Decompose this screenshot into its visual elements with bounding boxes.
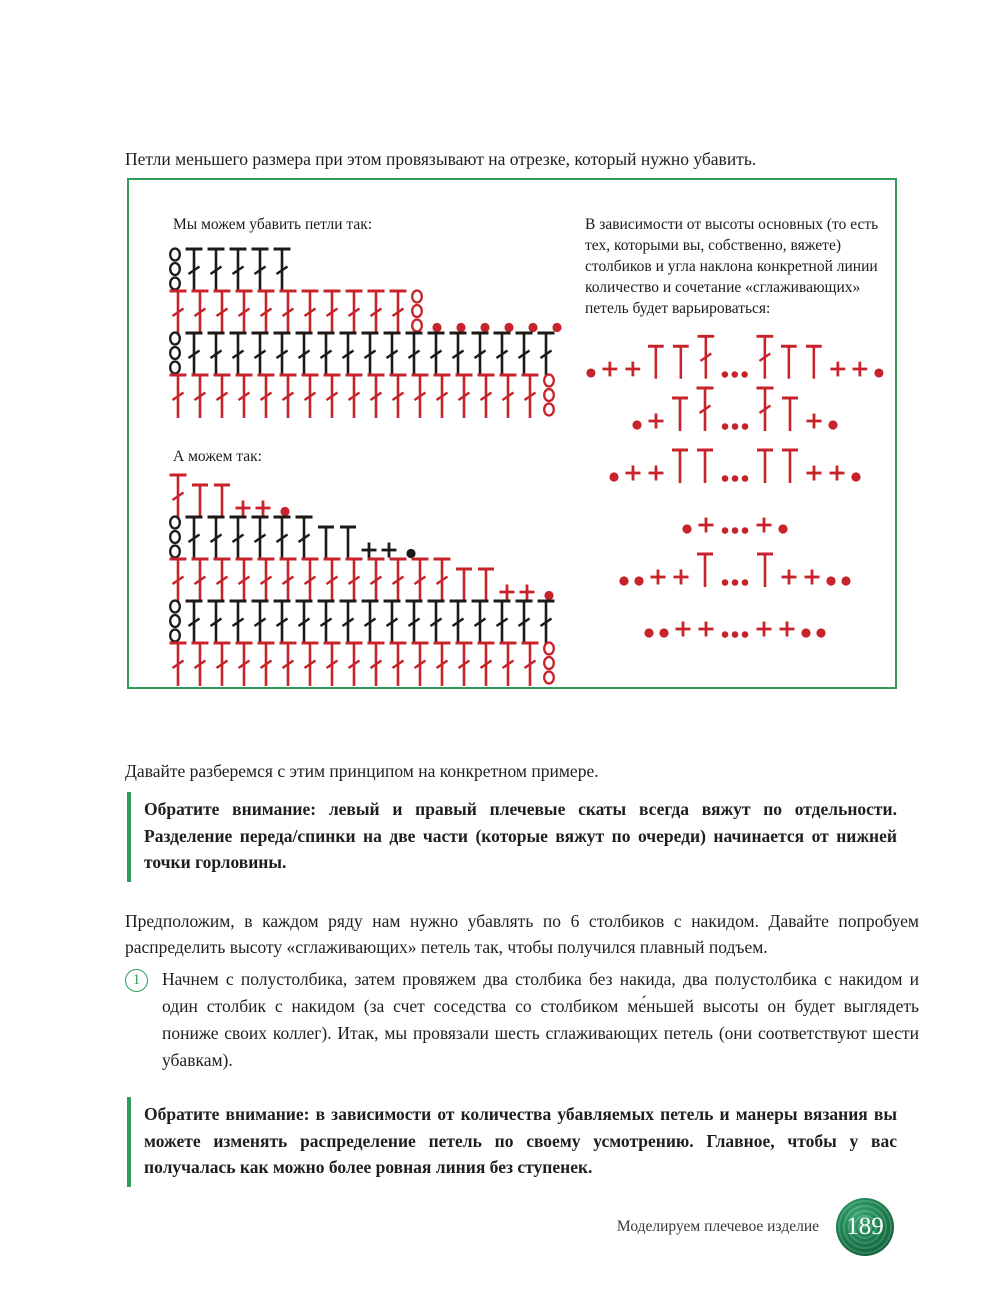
- double-crochet-icon: [167, 472, 189, 518]
- ellipsis-icon: [719, 370, 751, 379]
- double-crochet-icon: [475, 372, 497, 418]
- double-crochet-icon: [277, 288, 299, 334]
- combination-line: [585, 333, 885, 379]
- note-callout-top: [127, 792, 897, 882]
- double-crochet-icon: [513, 330, 535, 376]
- half-double-crochet-icon: [803, 343, 825, 379]
- double-crochet-icon: [381, 598, 403, 644]
- page-number: 189: [846, 1213, 884, 1240]
- slip-stitch-icon: [777, 523, 789, 535]
- double-crochet-icon: [227, 514, 249, 560]
- double-crochet-icon: [431, 556, 453, 602]
- chain-stitches-icon: [167, 598, 183, 644]
- half-double-crochet-icon: [211, 482, 233, 518]
- half-double-crochet-icon: [669, 447, 691, 483]
- double-crochet-icon: [205, 598, 227, 644]
- single-crochet-icon: [671, 566, 691, 587]
- double-crochet-icon: [277, 372, 299, 418]
- double-crochet-icon: [271, 246, 293, 292]
- half-double-crochet-icon: [779, 395, 801, 431]
- diagram-row: [167, 330, 569, 376]
- half-double-crochet-icon: [645, 343, 667, 379]
- double-crochet-icon: [293, 514, 315, 560]
- double-crochet-icon: [167, 640, 189, 686]
- double-crochet-icon: [211, 372, 233, 418]
- double-crochet-icon: [365, 372, 387, 418]
- double-crochet-icon: [447, 330, 469, 376]
- double-crochet-icon: [189, 556, 211, 602]
- double-crochet-icon: [359, 598, 381, 644]
- half-double-crochet-icon: [779, 447, 801, 483]
- double-crochet-icon: [233, 556, 255, 602]
- double-crochet-icon: [343, 372, 365, 418]
- double-crochet-icon: [321, 556, 343, 602]
- double-crochet-icon: [535, 598, 557, 644]
- double-crochet-icon: [299, 372, 321, 418]
- combination-line: [585, 541, 885, 587]
- single-crochet-icon: [673, 618, 693, 639]
- double-crochet-icon: [211, 640, 233, 686]
- double-crochet-icon: [227, 246, 249, 292]
- single-crochet-icon: [623, 358, 643, 379]
- slip-stitch-icon: [873, 367, 885, 379]
- single-crochet-icon: [623, 462, 643, 483]
- slip-stitch-icon: [827, 419, 839, 431]
- double-crochet-icon: [425, 598, 447, 644]
- diagram-row: [167, 556, 561, 602]
- diagram-row: [167, 640, 561, 686]
- double-crochet-icon: [271, 330, 293, 376]
- ellipsis-icon: [719, 422, 751, 431]
- half-double-crochet-icon: [315, 524, 337, 560]
- combination-line: [585, 385, 885, 431]
- double-crochet-icon: [431, 372, 453, 418]
- double-crochet-icon: [255, 372, 277, 418]
- diagram-row: [167, 246, 569, 292]
- single-crochet-icon: [754, 618, 774, 639]
- double-crochet-icon: [695, 333, 717, 379]
- double-crochet-icon: [299, 556, 321, 602]
- slip-stitch-icon: [800, 627, 812, 639]
- slip-stitch-icon: [618, 575, 630, 587]
- double-crochet-icon: [271, 514, 293, 560]
- half-double-crochet-icon: [754, 551, 776, 587]
- double-crochet-icon: [387, 556, 409, 602]
- double-crochet-icon: [535, 330, 557, 376]
- double-crochet-icon: [453, 640, 475, 686]
- right-note-text: В зависимости от высоты основных (то есть тех, которыми вы, собственно, вяжете) столбиков и угла наклона конкретной линии количество и сочетание «сглаживающих» петель будет варьироваться:: [585, 216, 879, 318]
- double-crochet-icon: [183, 598, 205, 644]
- double-crochet-icon: [425, 330, 447, 376]
- double-crochet-icon: [365, 640, 387, 686]
- single-crochet-icon: [696, 514, 716, 535]
- double-crochet-icon: [167, 372, 189, 418]
- diagram-row: [167, 288, 569, 334]
- double-crochet-icon: [249, 514, 271, 560]
- double-crochet-icon: [321, 372, 343, 418]
- slip-stitch-icon: [585, 367, 597, 379]
- slip-stitch-icon: [815, 627, 827, 639]
- double-crochet-icon: [211, 556, 233, 602]
- half-double-crochet-icon: [453, 566, 475, 602]
- single-crochet-icon: [648, 566, 668, 587]
- half-double-crochet-icon: [694, 551, 716, 587]
- double-crochet-icon: [255, 288, 277, 334]
- note-body: левый и правый плечевые скаты всегда вяжут по отдельности. Разделение переда/спинки на две части (которые вяжут по очереди) начинается от нижней точки горловины.: [144, 799, 897, 873]
- double-crochet-icon: [491, 330, 513, 376]
- single-crochet-icon: [850, 358, 870, 379]
- double-crochet-icon: [293, 598, 315, 644]
- chain-stitches-icon: [167, 514, 183, 560]
- double-crochet-icon: [497, 372, 519, 418]
- single-crochet-icon: [802, 566, 822, 587]
- double-crochet-icon: [189, 372, 211, 418]
- double-crochet-icon: [513, 598, 535, 644]
- diagram-row: [167, 598, 561, 644]
- double-crochet-icon: [491, 598, 513, 644]
- ellipsis-icon: [719, 630, 751, 639]
- double-crochet-icon: [453, 372, 475, 418]
- double-crochet-icon: [694, 385, 716, 431]
- double-crochet-icon: [249, 330, 271, 376]
- double-crochet-icon: [189, 288, 211, 334]
- double-crochet-icon: [205, 246, 227, 292]
- double-crochet-icon: [255, 640, 277, 686]
- diagram-row: [167, 514, 561, 560]
- double-crochet-icon: [315, 330, 337, 376]
- running-title: Моделируем плечевое изделие: [616, 1218, 819, 1235]
- combination-line: [585, 437, 885, 483]
- note-lead: Обратите внимание:: [144, 799, 317, 819]
- double-crochet-icon: [233, 288, 255, 334]
- double-crochet-icon: [205, 514, 227, 560]
- double-crochet-icon: [343, 640, 365, 686]
- double-crochet-icon: [315, 598, 337, 644]
- double-crochet-icon: [211, 288, 233, 334]
- double-crochet-icon: [249, 246, 271, 292]
- combination-line: [585, 489, 885, 535]
- slip-stitch-icon: [850, 471, 862, 483]
- single-crochet-icon: [646, 462, 666, 483]
- double-crochet-icon: [381, 330, 403, 376]
- combination-line: [585, 593, 885, 639]
- double-crochet-icon: [469, 330, 491, 376]
- step-number-circle: 1: [125, 969, 148, 992]
- lead-in-paragraph: Давайте разберемся с этим принципом на конкретном примере.: [125, 760, 599, 781]
- double-crochet-icon: [409, 556, 431, 602]
- double-crochet-icon: [343, 288, 365, 334]
- double-crochet-icon: [409, 640, 431, 686]
- double-crochet-icon: [249, 598, 271, 644]
- page-number-badge: [836, 1198, 894, 1256]
- double-crochet-icon: [205, 330, 227, 376]
- double-crochet-icon: [321, 288, 343, 334]
- note-lead: Обратите внимание:: [144, 1104, 310, 1124]
- double-crochet-icon: [365, 556, 387, 602]
- diagram-decrease-straight: [167, 246, 569, 414]
- chain-stitches-icon: [167, 246, 183, 292]
- intro-paragraph: Петли меньшего размера при этом провязывают на отрезке, который нужно убавить.: [125, 148, 757, 169]
- diagram-decrease-smooth: [167, 472, 561, 682]
- double-crochet-icon: [754, 385, 776, 431]
- chain-stitches-icon: [167, 330, 183, 376]
- half-double-crochet-icon: [778, 343, 800, 379]
- diagram-second-caption: А можем так:: [173, 448, 262, 465]
- double-crochet-icon: [277, 640, 299, 686]
- double-crochet-icon: [469, 598, 491, 644]
- double-crochet-icon: [475, 640, 497, 686]
- smoothing-combinations: [585, 333, 885, 639]
- double-crochet-icon: [519, 640, 541, 686]
- diagram-first-caption: Мы можем убавить петли так:: [173, 216, 373, 233]
- single-crochet-icon: [827, 462, 847, 483]
- chain-stitches-icon: [541, 640, 557, 686]
- double-crochet-icon: [271, 598, 293, 644]
- slip-stitch-icon: [825, 575, 837, 587]
- single-crochet-icon: [754, 514, 774, 535]
- step-text: Начнем с полустолбика, затем провяжем два столбика без накида, два полустолбика с накидом и один столбик с накидом (за счет соседства со столбиком ме́ньшей высоты он будет выглядеть пониже своих коллег). Итак, мы провязали шесть сглаживающих петель (они соответствуют шести убавкам).: [162, 969, 919, 1071]
- double-crochet-icon: [337, 598, 359, 644]
- half-double-crochet-icon: [670, 343, 692, 379]
- single-crochet-icon: [804, 410, 824, 431]
- page-footer: [470, 1198, 894, 1256]
- chain-stitches-icon: [409, 288, 425, 334]
- double-crochet-icon: [519, 372, 541, 418]
- double-crochet-icon: [183, 514, 205, 560]
- single-crochet-icon: [804, 462, 824, 483]
- double-crochet-icon: [359, 330, 381, 376]
- slip-stitch-icon: [643, 627, 655, 639]
- half-double-crochet-icon: [475, 566, 497, 602]
- ellipsis-icon: [719, 526, 751, 535]
- ellipsis-icon: [719, 578, 751, 587]
- slip-stitch-icon: [631, 419, 643, 431]
- slip-stitch-icon: [608, 471, 620, 483]
- double-crochet-icon: [227, 330, 249, 376]
- slip-stitch-icon: [840, 575, 852, 587]
- slip-stitch-icon: [658, 627, 670, 639]
- slip-stitch-icon: [681, 523, 693, 535]
- single-crochet-icon: [777, 618, 797, 639]
- diagram-row: [167, 472, 561, 518]
- double-crochet-icon: [403, 330, 425, 376]
- single-crochet-icon: [646, 410, 666, 431]
- double-crochet-icon: [403, 598, 425, 644]
- ellipsis-icon: [719, 474, 751, 483]
- double-crochet-icon: [189, 640, 211, 686]
- diagram-frame: [127, 178, 897, 689]
- numbered-step-1: [125, 966, 919, 1075]
- diagram-row: [167, 372, 569, 418]
- single-crochet-icon: [696, 618, 716, 639]
- double-crochet-icon: [387, 288, 409, 334]
- half-double-crochet-icon: [189, 482, 211, 518]
- double-crochet-icon: [387, 640, 409, 686]
- half-double-crochet-icon: [337, 524, 359, 560]
- double-crochet-icon: [754, 333, 776, 379]
- half-double-crochet-icon: [669, 395, 691, 431]
- single-crochet-icon: [600, 358, 620, 379]
- right-column: [585, 214, 885, 645]
- double-crochet-icon: [255, 556, 277, 602]
- double-crochet-icon: [337, 330, 359, 376]
- double-crochet-icon: [277, 556, 299, 602]
- double-crochet-icon: [447, 598, 469, 644]
- double-crochet-icon: [167, 288, 189, 334]
- double-crochet-icon: [387, 372, 409, 418]
- double-crochet-icon: [233, 372, 255, 418]
- single-crochet-icon: [828, 358, 848, 379]
- double-crochet-icon: [299, 288, 321, 334]
- double-crochet-icon: [167, 556, 189, 602]
- double-crochet-icon: [409, 372, 431, 418]
- half-double-crochet-icon: [754, 447, 776, 483]
- single-crochet-icon: [779, 566, 799, 587]
- note-callout-bottom: [127, 1097, 897, 1187]
- double-crochet-icon: [365, 288, 387, 334]
- double-crochet-icon: [431, 640, 453, 686]
- half-double-crochet-icon: [694, 447, 716, 483]
- double-crochet-icon: [233, 640, 255, 686]
- double-crochet-icon: [183, 246, 205, 292]
- double-crochet-icon: [497, 640, 519, 686]
- double-crochet-icon: [183, 330, 205, 376]
- note-body: в зависимости от количества убавляемых петель и манеры вязания вы можете изменять распределение петель по своему усмотрению. Главное, чтобы у вас получалась как можно более ровная линия без ступенек.: [144, 1104, 897, 1178]
- double-crochet-icon: [343, 556, 365, 602]
- assumption-paragraph: Предположим, в каждом ряду нам нужно убавлять по 6 столбиков с накидом. Давайте попробуем распределить высоту «сглаживающих» петель так, чтобы получился плавный подъем.: [125, 910, 919, 957]
- double-crochet-icon: [293, 330, 315, 376]
- slip-stitch-icon: [633, 575, 645, 587]
- chain-stitches-icon: [541, 372, 557, 418]
- double-crochet-icon: [227, 598, 249, 644]
- double-crochet-icon: [321, 640, 343, 686]
- double-crochet-icon: [299, 640, 321, 686]
